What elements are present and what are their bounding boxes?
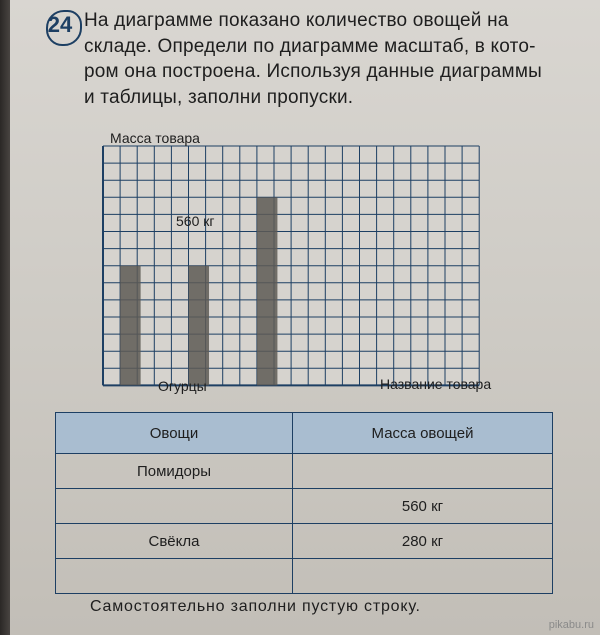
table-row — [56, 524, 553, 559]
table-cell: Помидоры — [56, 454, 293, 489]
chart-bar — [120, 266, 141, 386]
table-cell: Свёкла — [56, 524, 293, 559]
watermark: pikabu.ru — [548, 619, 594, 631]
chart-bar — [257, 197, 278, 385]
table-header-mass: Масса овощей — [293, 413, 553, 454]
table-row — [56, 454, 553, 489]
table-cell: 560 кг — [293, 489, 553, 524]
footer-instruction: Самостоятельно заполни пустую строку. — [90, 598, 421, 615]
chart-grid — [103, 146, 479, 385]
chart-y-axis-label: Масса товара — [110, 130, 200, 146]
chart-data-label: 560 кг — [176, 213, 215, 229]
table-cell[interactable] — [56, 489, 293, 524]
table-cell[interactable] — [293, 454, 553, 489]
table-cell[interactable] — [56, 559, 293, 594]
table-header-vegetables: Овощи — [56, 413, 293, 454]
chart-bar — [189, 266, 210, 386]
chart-category-label: Огурцы — [158, 378, 207, 394]
table-cell[interactable] — [293, 559, 553, 594]
task-line: и таблицы, заполни пропуски. — [84, 86, 354, 108]
table-cell: 280 кг — [293, 524, 553, 559]
table-row — [56, 489, 553, 524]
task-line: ром она построена. Используя данные диаграммы — [84, 61, 542, 82]
table-row — [56, 559, 553, 594]
task-line: На диаграмме показано количество овощей на — [84, 10, 509, 31]
chart-x-axis-label: Название товара — [380, 376, 492, 392]
vegetables-table — [55, 412, 553, 594]
task-number-label: 24 — [47, 12, 73, 37]
table-header-row — [56, 413, 553, 454]
task-line: складе. Определи по диаграмме масштаб, в кото- — [84, 35, 536, 57]
